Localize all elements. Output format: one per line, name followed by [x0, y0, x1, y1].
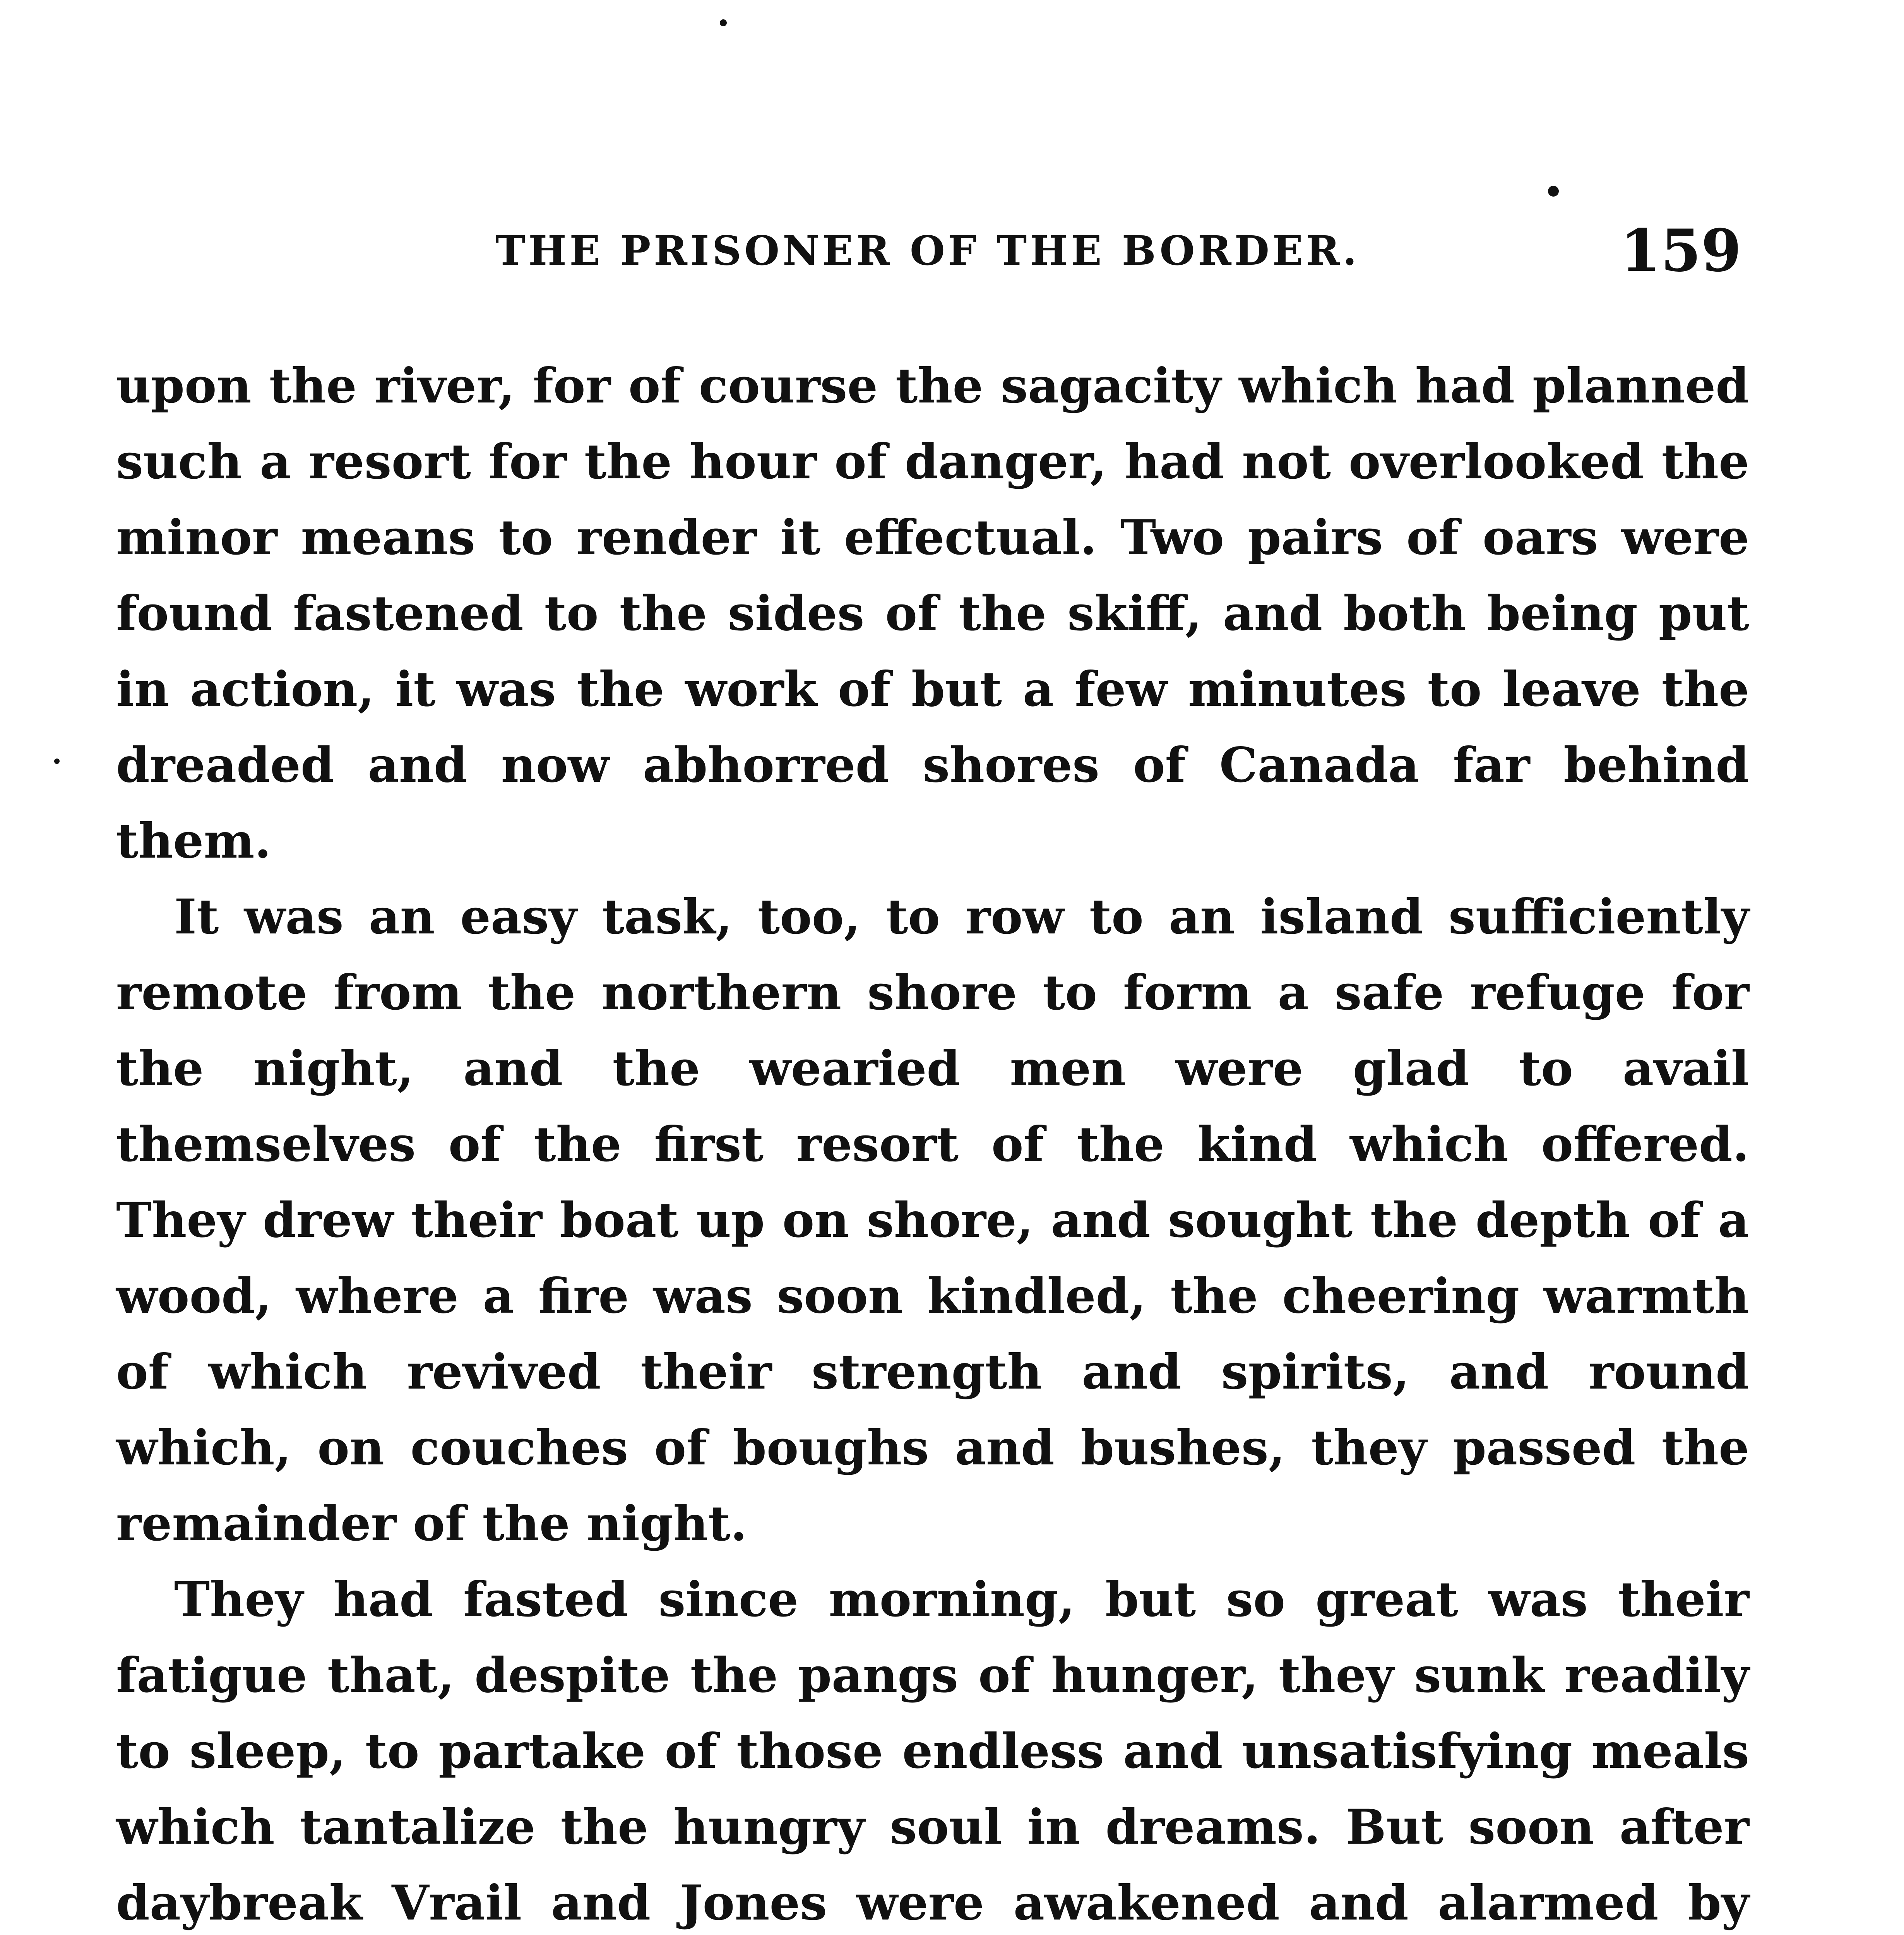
- page-number: 159: [1620, 217, 1741, 285]
- body-text: [116, 348, 1749, 1935]
- ink-speck: [720, 19, 727, 26]
- page-header: [116, 217, 1741, 286]
- paragraph-3: They had fasted since morning, but so great was their fatigue that, despite the pangs of hunger, they sunk readily to sleep, to partake of those endless and unsatisfying meals which tantalize the hungry soul in dreams. But soon after daybreak Vrail and Jones were awakened and alarmed by: [116, 1572, 1749, 1931]
- running-head: THE PRISONER OF THE BORDER.: [495, 227, 1360, 274]
- ink-speck: [54, 759, 60, 764]
- ink-speck: [1548, 186, 1559, 197]
- paragraph-1: upon the river, for of course the sagacity which had planned such a resort for the hour of danger, had not overlooked the minor means to render it effectual. Two pairs of oars were found fastened to the sides of the skiff, and both being put in action, it was the work of but a few minutes to leave the dreaded and now abhorred shores of Canada far behind them.: [116, 358, 1749, 869]
- paragraph-2: It was an easy task, too, to row to an island sufficiently remote from the northern shore to form a safe refuge for the night, and the wearied men were glad to avail themselves of the first resort of the kind which offered. They drew their boat up on shore, and sought the depth of a wood, where a fire was soon kindled, the cheering warmth of which revived their strength and spirits, and round which, on couches of boughs and bushes, they passed the remainder of the night.: [116, 889, 1749, 1552]
